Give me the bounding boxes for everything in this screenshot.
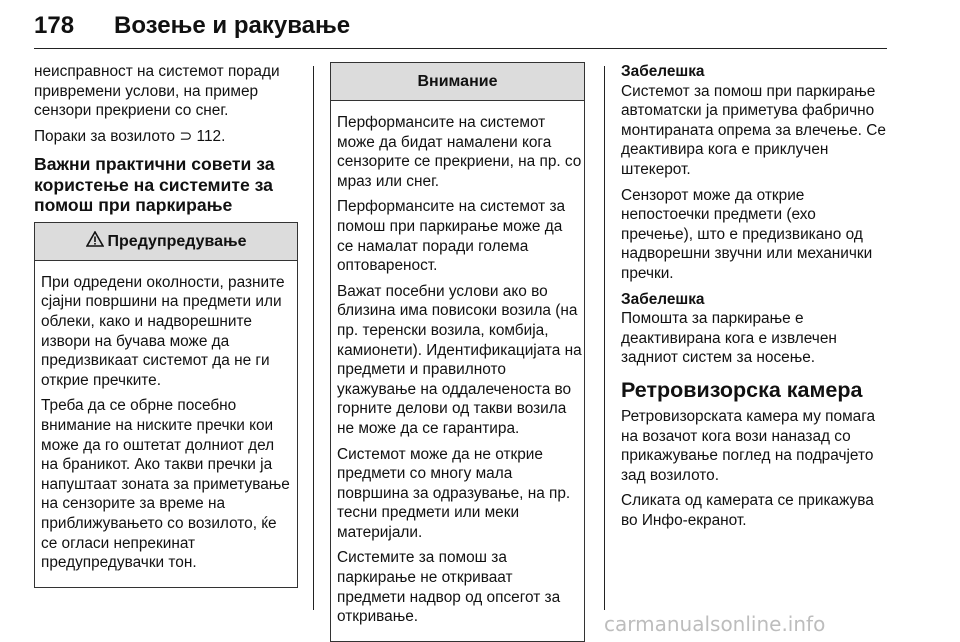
note-block [621,290,889,368]
note-block [621,62,889,180]
body-paragraph: Ретровизорската камера му помага на возачот кога вози наназад со прикажување поглед на подрачјето зад возилото. [621,407,876,484]
body-paragraph: Сензорот може да открие непостоечки предмети (ехо пречење), што е предизвикано од надворешни звучни или механички пречки. [621,186,873,282]
warning-box-header [35,223,297,261]
warning-box [34,222,298,588]
cross-reference-link[interactable]: Пораки за возилото ⊃ 112. [34,127,226,145]
watermark: carmanualsonline.info [604,612,826,636]
body-paragraph: Сликата од камерата се прикажува во Инфо-екранот. [621,492,874,529]
chapter-title: Возење и ракување [114,12,351,39]
body-paragraph [34,127,298,147]
note-text: Системот за помош при паркирање автоматски ја приметува фабрично монтираната опрема за влечење. Се деактивира кога е приклучен штекерот. [621,82,886,178]
page-number: 178 [34,12,75,39]
section-subheading: Важни практични совети за користење на системите за помош при паркирање [34,154,275,216]
column-1 [34,62,298,588]
warning-paragraph: Треба да се обрне посебно внимание на ниските пречки кои може да го оштетат долниот дел на браникот. Ако такви пречки ја напуштаат зоната за приметување на сензорите за време на приближувањето со возилото, ќе се огласи непрекинат предупредувачки тон. [41,397,290,572]
header-rule [34,48,887,49]
section-heading: Ретровизорска камера [621,377,863,402]
warning-triangle-icon [86,231,104,252]
column-divider [604,66,605,610]
warning-box-title: Предупредување [107,232,247,250]
caution-paragraph: Системите за помош за паркирање не откриваат предмети надвор од опсегот за откривање. [337,549,561,626]
caution-box-body [331,101,584,641]
note-label: Забелешка [621,63,705,80]
column-2 [330,62,585,642]
caution-box-header [331,63,584,101]
note-label: Забелешка [621,290,705,308]
caution-paragraph: Перформансите на системот за помош при паркирање може да се намалат поради голема оптовареност. [337,198,566,275]
column-divider [313,66,314,610]
column-3 [621,62,889,536]
warning-box-body [35,261,297,587]
page-header [34,12,887,52]
caution-paragraph: Системот може да не открие предмети со многу мала површина за одразување, на пр. тесни предмети или меки материјали. [337,445,571,541]
note-text: Помошта за паркирање е деактивирана кога е извлечен задниот систем за носење. [621,310,837,367]
warning-paragraph: При одредени околности, разните сјајни површини на предмети или облеки, како и надворешните извори на бучава може да предизвикаат системот да не ги открие пречките. [41,273,285,389]
caution-paragraph: Перформансите на системот може да бидат намалени кога сензорите се прекриени, на пр. со мраз или снег. [337,114,582,190]
caution-paragraph: Важат посебни услови ако во близина има повисоки возила (на пр. теренски возила, комбија, камионети). Идентификацијата на предмети и правилното укажување на оддалеченоста во горните делови од такви возила не може да се гарантира. [337,282,582,437]
caution-box [330,62,585,642]
caution-box-title: Внимание [417,72,498,90]
body-paragraph: неисправност на системот поради привремени услови, на пример сензори прекриени со снег. [34,63,280,120]
